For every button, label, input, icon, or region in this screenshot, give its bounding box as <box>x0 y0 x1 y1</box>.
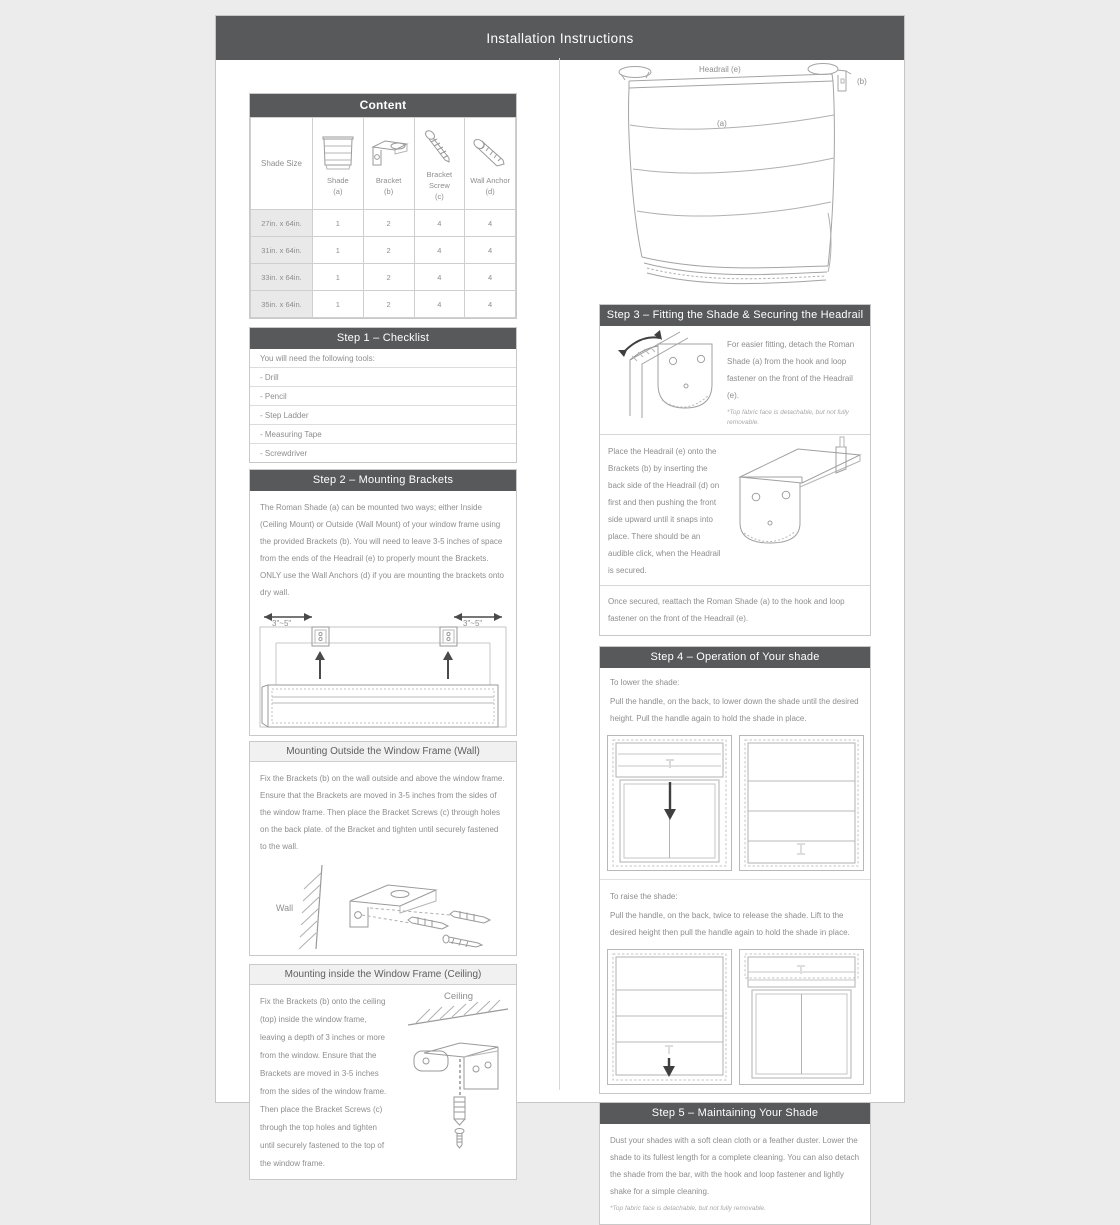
step2-body: The Roman Shade (a) can be mounted two ways; either Inside (Ceiling Mount) or Outside (Wall Mount) of your window frame using the provided Brackets (b). You will need to leave 3-5 inches of space from the ends of the Headrail (e) to properly mount the Brackets. ONLY use the Wall Anchors (d) if you are mounting the brackets onto dry wall. <box>260 503 504 597</box>
step3-part1-text: For easier fitting, detach the Roman Shade (a) from the hook and loop fastener on the front of the Headrail (e). <box>727 340 855 400</box>
wall-anchor-icon <box>467 131 513 175</box>
content-table <box>250 117 516 318</box>
ceiling-label: Ceiling <box>444 991 474 1002</box>
column-header-wall-anchor: Wall Anchor (d) <box>465 118 516 210</box>
bracket-spacing-diagram <box>250 607 516 735</box>
list-item: - Measuring Tape <box>250 424 516 443</box>
step4-lower-body: Pull the handle, on the back, to lower down the shade until the desired height. Pull the handle again to hold the shade in place. <box>610 697 859 723</box>
wall-mount-section <box>249 741 517 956</box>
table-row: 31in. x 64in. 1 2 4 4 <box>251 237 516 264</box>
mount-headrail-diagram <box>728 435 868 557</box>
wall-mount-body: Fix the Brackets (b) on the wall outside and above the window frame. Ensure that the Brackets are moved in 3-5 inches from the sides of the window frame. Then place the Bracket Screws (c) through holes on the back plate. of the Bracket and tighten until securely fastened to the wall. <box>260 774 505 851</box>
raise-shade-after-diagram <box>739 949 864 1085</box>
raise-shade-before-diagram <box>607 949 732 1085</box>
step2-title: Step 2 – Mounting Brackets <box>250 470 516 491</box>
ceiling-mount-section <box>249 964 517 1180</box>
ceiling-mount-title: Mounting inside the Window Frame (Ceiling) <box>250 965 516 985</box>
step1-section <box>249 327 517 463</box>
wall-mount-title: Mounting Outside the Window Frame (Wall) <box>250 742 516 762</box>
list-item: - Drill <box>250 367 516 386</box>
headrail-label: Headrail (e) <box>699 65 741 74</box>
step1-title: Step 1 – Checklist <box>250 328 516 349</box>
page-title: Installation Instructions <box>216 16 904 60</box>
lower-shade-after-diagram <box>739 735 864 871</box>
step4-lower-heading: To lower the shade: <box>610 678 680 687</box>
right-column <box>599 61 871 1225</box>
step4-raise-heading: To raise the shade: <box>600 879 870 907</box>
lower-shade-before-diagram <box>607 735 732 871</box>
step5-body: Dust your shades with a soft clean cloth or a feather duster. Lower the shade to its fullest length for a complete cleaning. You can also detach the shade from the bar, with the hook and loop fastener and lightly shake for a simple cleaning. <box>610 1136 860 1196</box>
step1-intro: You will need the following tools: <box>260 354 375 363</box>
step4-raise-body: Pull the handle, on the back, twice to release the shade. Lift to the desired height then pull the handle again to hold the shade in place. <box>610 911 850 937</box>
spacing-label-left: 3"~5" <box>272 619 292 628</box>
step3-part3-text: Once secured, reattach the Roman Shade (a) to the hook and loop fastener on the front of the Headrail (e). <box>608 597 845 623</box>
step5-section <box>599 1102 871 1225</box>
list-item: - Step Ladder <box>250 405 516 424</box>
table-row: 35in. x 64in. 1 2 4 4 <box>251 291 516 318</box>
left-column <box>249 93 517 1180</box>
bracket-b-label: (b) <box>857 77 867 86</box>
column-header-bracket-screw: Bracket Screw (c) <box>414 118 465 210</box>
list-item: - Pencil <box>250 386 516 405</box>
shade-size-header: Shade Size <box>251 118 313 210</box>
shade-icon <box>315 131 361 175</box>
step3-part1-note: *Top fabric face is detachable, but not fully removable. <box>727 409 849 426</box>
wall-mount-diagram <box>250 861 516 955</box>
content-section <box>249 93 517 319</box>
step3-section <box>599 304 871 636</box>
screw-icon <box>417 125 463 169</box>
step4-title: Step 4 – Operation of Your shade <box>600 647 870 668</box>
step5-title: Step 5 – Maintaining Your Shade <box>600 1103 870 1124</box>
content-title: Content <box>250 94 516 117</box>
spacing-label-right: 3"~5" <box>463 619 483 628</box>
column-divider <box>559 58 560 1090</box>
column-header-shade: Shade (a) <box>313 118 364 210</box>
roman-shade-diagram <box>599 61 871 304</box>
shade-a-label: (a) <box>717 119 727 128</box>
ceiling-mount-diagram <box>402 991 514 1149</box>
bracket-icon <box>366 131 412 175</box>
step2-section <box>249 469 517 736</box>
list-item: - Screwdriver <box>250 443 516 462</box>
step4-section <box>599 646 871 1094</box>
column-header-bracket: Bracket (b) <box>363 118 414 210</box>
instruction-sheet <box>215 15 905 1212</box>
table-row: 33in. x 64in. 1 2 4 4 <box>251 264 516 291</box>
ceiling-mount-body: Fix the Brackets (b) onto the ceiling (top) inside the window frame, leaving a depth of 3 inches or more from the window. Ensure that the Brackets are moved in 3-5 inches from the sides of the window frame. Then place the Bracket Screws (c) through the top holes and tighten until securely fastened to the top of the window frame. <box>260 997 387 1168</box>
table-row: 27in. x 64in. 1 2 4 4 <box>251 210 516 237</box>
step3-part2-text: Place the Headrail (e) onto the Brackets (b) by inserting the back side of the Headrail (d) on first and then pushing the front side upward until it snaps into place. There should be an audible click, when the Headrail is secured. <box>608 447 721 575</box>
step5-note: *Top fabric face is detachable, but not fully removable. <box>610 1205 766 1212</box>
wall-label: Wall <box>276 903 294 913</box>
detach-shade-diagram <box>600 326 725 418</box>
step3-title: Step 3 – Fitting the Shade & Securing the Headrail <box>600 305 870 326</box>
